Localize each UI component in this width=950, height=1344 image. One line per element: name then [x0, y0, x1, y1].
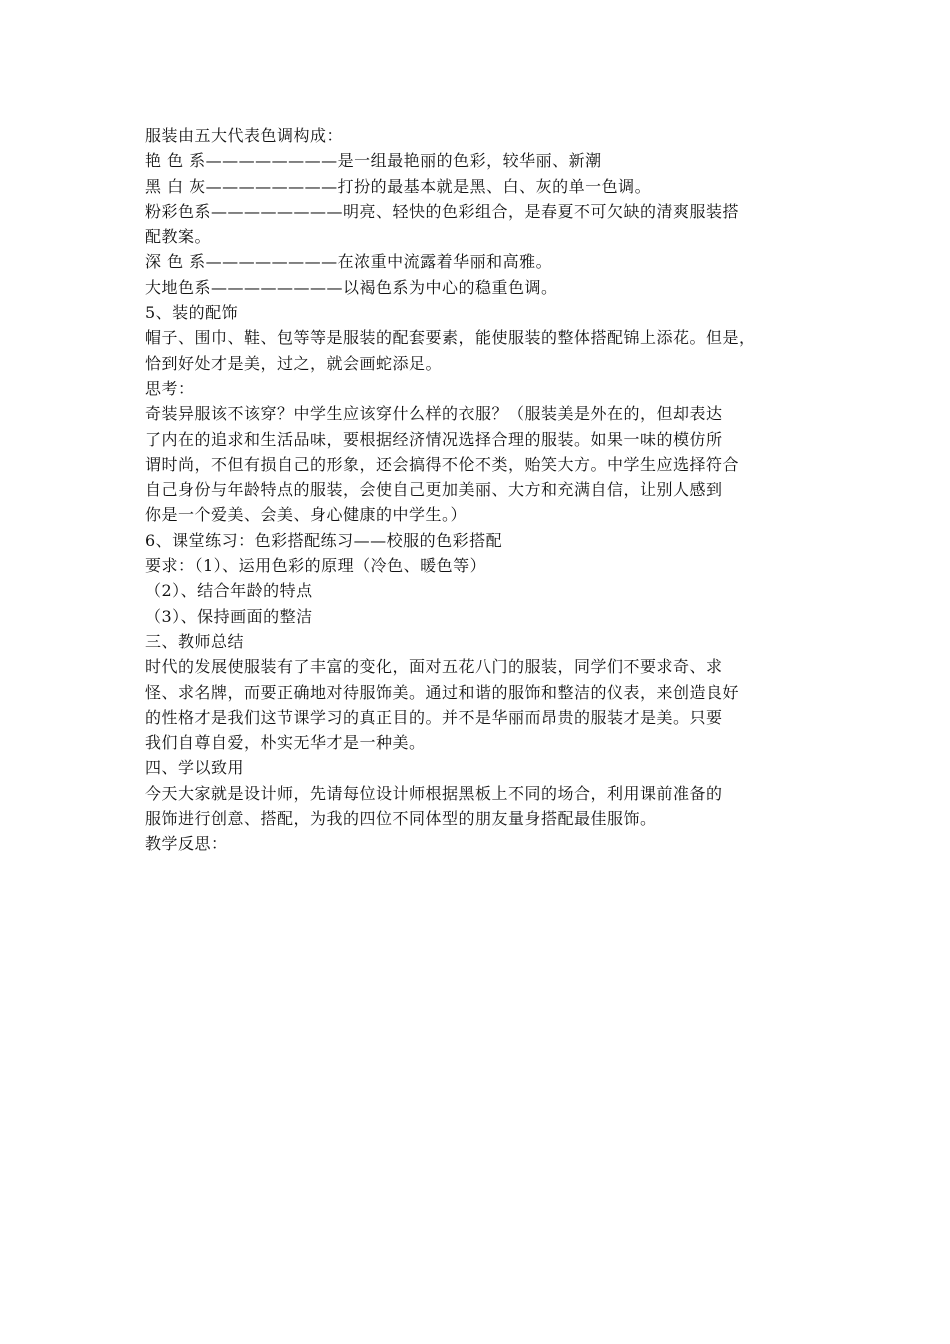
text-line: 深 色 系————————在浓重中流露着华丽和高雅。	[145, 252, 553, 272]
text-line: 自己身份与年龄特点的服装，会使自己更加美丽、大方和充满自信，让别人感到	[145, 480, 723, 500]
text-line: 大地色系————————以褐色系为中心的稳重色调。	[145, 277, 558, 297]
text-line: 你是一个爱美、会美、身心健康的中学生。）	[145, 505, 468, 525]
text-line: （3）、保持画面的整洁	[145, 606, 313, 626]
section-heading: 6、课堂练习：色彩搭配练习——校服的色彩搭配	[145, 530, 503, 550]
section-heading: 5、装的配饰	[145, 303, 239, 323]
text-line: 谓时尚，不但有损自己的形象，还会搞得不伦不类，贻笑大方。中学生应选择符合	[145, 454, 740, 474]
text-line: 怪、求名牌，而要正确地对待服饰美。通过和谐的服饰和整洁的仪表，来创造良好	[145, 682, 740, 702]
section-heading: 四、学以致用	[145, 758, 245, 778]
text-line: 服装由五大代表色调构成：	[145, 126, 344, 145]
section-heading: 教学反思：	[145, 834, 228, 854]
section-heading: 三、教师总结	[145, 631, 245, 651]
text-line: 帽子、围巾、鞋、包等等是服装的配套要素，能使服装的整体搭配锦上添花。但是，	[145, 328, 756, 348]
text-line: 时代的发展使服装有了丰富的变化，面对五花八门的服装，同学们不要求奇、求	[145, 657, 723, 677]
text-line: 的性格才是我们这节课学习的真正目的。并不是华丽而昂贵的服装才是美。只要	[145, 707, 723, 727]
text-line: 艳 色 系————————是一组最艳丽的色彩，较华丽、新潮	[145, 151, 602, 171]
text-line: 黑 白 灰————————打扮的最基本就是黑、白、灰的单一色调。	[145, 176, 652, 196]
text-line: 奇装异服该不该穿？中学生应该穿什么样的衣服？（服装美是外在的，但却表达	[145, 404, 723, 424]
document-page	[145, 123, 813, 857]
text-line: 我们自尊自爱，朴实无华才是一种美。	[145, 733, 426, 753]
text-line: 了内在的追求和生活品味，要根据经济情况选择合理的服装。如果一味的模仿所	[145, 429, 723, 449]
text-line: 粉彩色系————————明亮、轻快的色彩组合，是春夏不可欠缺的清爽服装搭	[145, 201, 740, 221]
text-line: 要求：（1）、运用色彩的原理（冷色、暖色等）	[145, 556, 487, 576]
text-line: 今天大家就是设计师，先请每位设计师根据黑板上不同的场合，利用课前准备的	[145, 783, 723, 803]
section-heading: 思考：	[145, 378, 195, 398]
text-line: 恰到好处才是美，过之，就会画蛇添足。	[145, 353, 443, 373]
text-line: （2）、结合年龄的特点	[145, 581, 313, 601]
text-line: 配教案。	[145, 227, 212, 247]
text-line: 服饰进行创意、搭配，为我的四位不同体型的朋友量身搭配最佳服饰。	[145, 809, 657, 829]
